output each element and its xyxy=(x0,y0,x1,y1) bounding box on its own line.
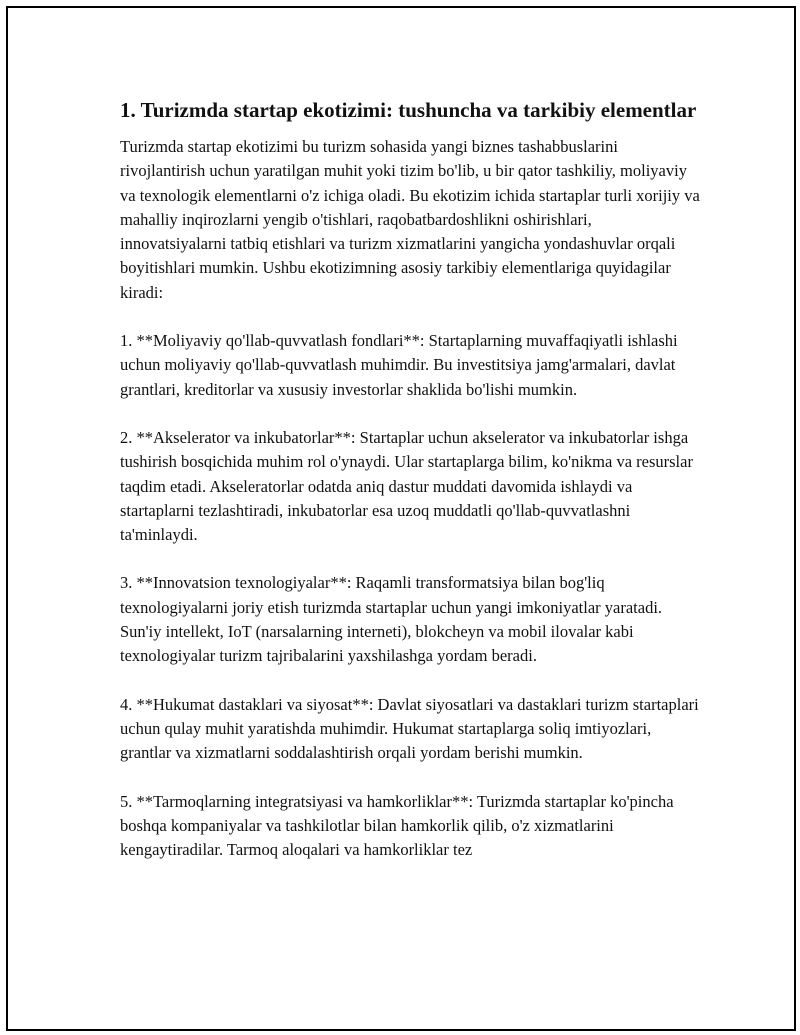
list-item-innovative-tech: 3. **Innovatsion texnologiyalar**: Raqamli transformatsiya bilan bog'liq texnologiyalarni joriy etish turizmda startaplar uchun yangi imkoniyatlar yaratadi. Sun'iy intellekt, IoT (narsalarning interneti), blokcheyn va mobil ilovalar kabi texnologiyalar turizm tajribalarini yaxshilashga yordam beradi. xyxy=(120,573,663,666)
list-item-financial-support: 1. **Moliyaviy qo'llab-quvvatlash fondlari**: Startaplarning muvaffaqiyatli ishlashi uchun moliyaviy qo'llab-quvvatlash muhimdir. Bu investitsiya jamg'armalari, davlat grantlari, kreditorlar va xususiy investorlar shaklida bo'lishi mumkin. xyxy=(120,331,678,399)
list-item-network-integration: 5. **Tarmoqlarning integratsiyasi va hamkorliklar**: Turizmda startaplar ko'pincha boshqa kompaniyalar va tashkilotlar bilan hamkorlik qilib, o'z xizmatlarini kengaytiradilar. Tarmoq aloqalari va hamkorliklar tez xyxy=(120,791,674,860)
intro-paragraph: Turizmda startap ekotizimi bu turizm sohasida yangi biznes tashabbuslarini rivojlantirish uchun yaratilgan muhit yoki tizim bo'lib, u bir qator tashkiliy, moliyaviy va texnologik elementlarni o'z ichiga oladi. Bu ekotizim ichida startaplar turli xorijiy va mahalliy inqirozlarni yengib o'tishlari, raqobatbardoshlikni oshirishlari, innovatsiyalarni tatbiq etishlari va turizm xizmatlarini yangicha yondashuvlar orqali boyitishlari mumkin. Ushbu ekotizimning asosiy tarkibiy elementlariga quyidagilar kiradi: xyxy=(120,137,700,302)
list-item-accelerators: 2. **Akselerator va inkubatorlar**: Startaplar uchun akselerator va inkubatorlar ishga tushirish bosqichida muhim rol o'ynaydi. Ular startaplarga bilim, ko'nikma va resurslar taqdim etadi. Akseleratorlar odatda aniq dastur muddati davomida ishlaydi va startaplarni tezlashtiradi, inkubatorlar esa uzoq muddatli qo'llab-quvvatlashni ta'minlaydi. xyxy=(120,427,693,545)
list-item-government-policy: 4. **Hukumat dastaklari va siyosat**: Davlat siyosatlari va dastaklari turizm startaplari uchun qulay muhit yaratishda muhimdir. Hukumat startaplarga soliq imtiyozlari, grantlar va xizmatlarni soddalashtirish orqali yordam berishi mumkin. xyxy=(120,694,699,763)
section-heading: 1. Turizmda startap ekotizimi: tushuncha va tarkibiy elementlar xyxy=(120,98,697,122)
document-page xyxy=(6,6,796,1031)
document-body xyxy=(120,98,700,886)
